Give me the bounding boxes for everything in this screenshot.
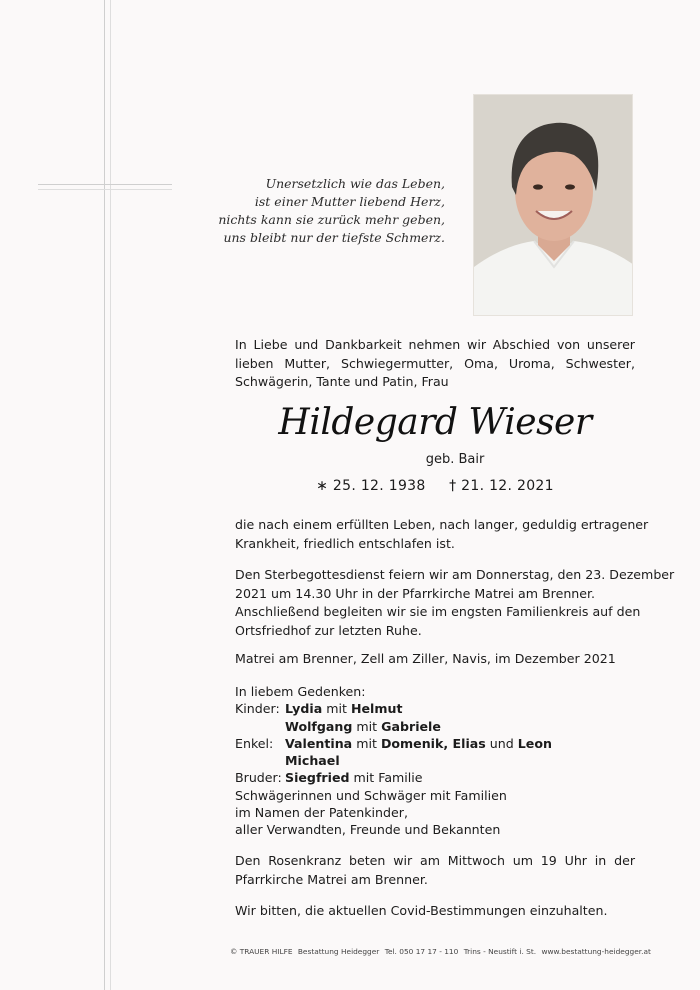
passing-line: Krankheit, friedlich entschlafen ist.: [235, 535, 455, 551]
poem-line: uns bleibt nur der tiefste Schmerz.: [223, 230, 445, 245]
brother-label: Bruder:: [235, 770, 282, 786]
service-line: 2021 um 14.30 Uhr in der Pfarrkirche Matrei am Brenner.: [235, 585, 596, 601]
footer-website: www.bestattung-heidegger.at: [541, 947, 651, 956]
service-line: Anschließend begleiten wir sie im engsten Familienkreis auf den: [235, 604, 641, 619]
footer: [230, 947, 650, 956]
rosary-line: Pfarrkirche Matrei am Brenner.: [235, 871, 428, 887]
life-dates: [235, 478, 635, 494]
brother-row: Bruder: Siegfried mit Familie: [235, 770, 423, 786]
birth-name: geb. Bair: [425, 452, 485, 467]
intro-line: lieben Mutter, Schwiegermutter, Oma, Uroma, Schwester,: [235, 355, 635, 371]
service-line: Den Sterbegottesdienst feiern wir am Donnerstag, den 23. Dezember: [235, 567, 675, 582]
cross-horizontal-line: [38, 184, 172, 185]
birth-date: ∗ 25. 12. 1938: [316, 478, 426, 494]
passing-line: die nach einem erfüllten Leben, nach langer, geduldig ertragener: [235, 517, 649, 532]
mourners-extra: Schwägerinnen und Schwäger mit Familien: [235, 787, 507, 803]
grandchildren-row: Michael: [285, 753, 340, 769]
children-label: Kinder:: [235, 701, 280, 717]
cross-horizontal-line-inner: [38, 189, 172, 190]
passing-paragraph: [235, 516, 649, 553]
mourners-heading: In liebem Gedenken:: [235, 684, 366, 699]
service-paragraph: [235, 566, 675, 640]
deceased-name: Hildegard Wieser: [278, 402, 592, 443]
cross-vertical-line-inner: [110, 0, 111, 990]
intro-paragraph: [235, 336, 635, 392]
service-line: Ortsfriedhof zur letzten Ruhe.: [235, 622, 422, 638]
intro-line: Schwägerin, Tante und Patin, Frau: [235, 374, 449, 389]
place-date: [235, 650, 635, 669]
footer-company: Bestattung Heidegger: [297, 947, 380, 956]
mourners-extra: im Namen der Patenkinder,: [235, 805, 408, 821]
children-row: Wolfgang mit Gabriele: [285, 718, 441, 734]
portrait-photo: [473, 94, 633, 316]
mourners-list: [235, 683, 635, 839]
grandchildren-row: Enkel: Valentina mit Domenik, Elias und Leon: [235, 735, 552, 751]
death-date: † 21. 12. 2021: [449, 478, 554, 494]
poem-line: nichts kann sie zurück mehr geben,: [218, 212, 445, 227]
poem-line: Unersetzlich wie das Leben,: [265, 176, 445, 191]
rosary-line: Den Rosenkranz beten wir am Mittwoch um 19 Uhr in der: [235, 853, 635, 868]
footer-logo: © TRAUER HILFE: [230, 947, 293, 956]
intro-line: In Liebe und Dankbarkeit nehmen wir Abschied von unserer: [235, 337, 635, 352]
portrait-icon: [474, 95, 633, 316]
memorial-poem: [215, 175, 445, 247]
footer-phone: Tel. 050 17 17 - 110: [384, 947, 459, 956]
cross-vertical-line: [104, 0, 105, 990]
covid-notice: [235, 902, 635, 921]
grandchildren-label: Enkel:: [235, 735, 274, 751]
children-row: Kinder: Lydia mit Helmut: [235, 701, 403, 717]
rosary-paragraph: [235, 852, 635, 889]
footer-address: Trins - Neustift i. St.: [463, 947, 537, 956]
place-date-line: Matrei am Brenner, Zell am Ziller, Navis, im Dezember 2021: [235, 651, 616, 666]
poem-line: ist einer Mutter liebend Herz,: [254, 194, 445, 209]
covid-line: Wir bitten, die aktuellen Covid-Bestimmungen einzuhalten.: [235, 903, 608, 918]
mourners-extra: aller Verwandten, Freunde und Bekannten: [235, 822, 501, 838]
